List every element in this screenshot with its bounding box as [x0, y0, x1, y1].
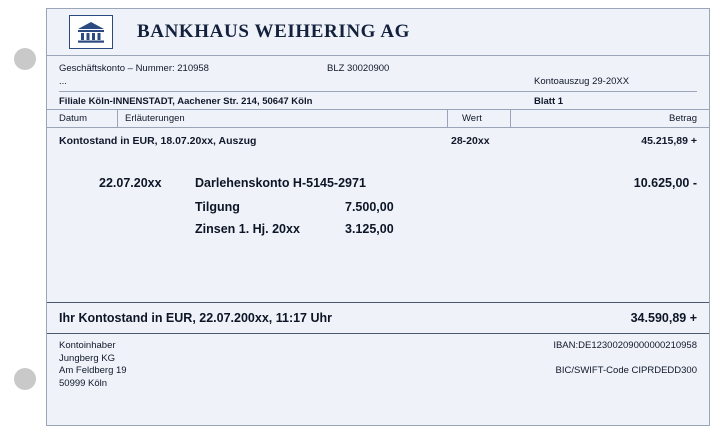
transaction-detail-label-1: Tilgung	[195, 200, 240, 214]
bank-building-icon	[69, 15, 113, 49]
statement-number: Kontoauszug 29-20XX	[534, 76, 630, 87]
column-header-betrag: Betrag	[669, 113, 697, 124]
opening-balance-value-date: 28-20xx	[451, 135, 490, 147]
transaction-date: 22.07.20xx	[99, 176, 162, 190]
opening-balance-amount: 45.215,89 +	[641, 135, 697, 147]
branch-address: Filiale Köln-INNENSTADT, Aachener Str. 214, 50647 Köln	[59, 96, 313, 107]
column-divider-2	[447, 110, 448, 127]
account-holder-street: Am Feldberg 19	[59, 365, 127, 376]
iban-value: IBAN:DE12300209000000210958	[553, 340, 697, 351]
column-divider-1	[117, 110, 118, 127]
branch-row	[59, 92, 697, 109]
account-holder-label: Kontoinhaber	[59, 340, 116, 351]
column-header-wert: Wert	[462, 113, 482, 124]
transaction-detail-value-2: 3.125,00	[345, 222, 394, 236]
bank-codes-block	[553, 340, 697, 377]
statement-number-row	[59, 75, 697, 88]
column-header-erlauterungen: Erläuterungen	[125, 113, 185, 124]
account-holder-name: Jungberg KG	[59, 352, 115, 364]
transaction-amount: 10.625,00 -	[633, 176, 697, 190]
column-divider-3	[510, 110, 511, 127]
transaction-detail-value-1: 7.500,00	[345, 200, 394, 214]
account-label: Geschäftskonto – Nummer: 210958	[59, 63, 209, 74]
bank-statement-card	[46, 8, 710, 426]
account-info-block	[47, 56, 709, 109]
statement-header	[47, 9, 709, 56]
opening-balance-label: Kontostand in EUR, 18.07.20xx, Auszug	[59, 135, 257, 147]
punch-hole-top	[14, 48, 36, 70]
account-holder-block	[59, 340, 127, 390]
blz-label: BLZ 30020900	[327, 63, 390, 74]
statement-footer	[47, 334, 709, 394]
table-column-header	[47, 109, 709, 128]
bank-name: BANKHAUS WEIHERING AG	[137, 21, 411, 42]
account-number-row	[59, 62, 697, 75]
column-header-datum: Datum	[59, 113, 87, 124]
transaction-detail-label-2: Zinsen 1. Hj. 20xx	[195, 222, 300, 236]
transaction-title: Darlehenskonto H-5145-2971	[195, 176, 366, 190]
account-holder-city: 50999 Köln	[59, 377, 108, 389]
transaction-row	[47, 152, 709, 302]
closing-balance-label: Ihr Kontostand in EUR, 22.07.200xx, 11:17 Uhr	[59, 311, 333, 325]
closing-balance-row	[47, 302, 709, 334]
punch-hole-bottom	[14, 368, 36, 390]
info-ellipsis: ...	[59, 76, 67, 87]
closing-balance-amount: 34.590,89 +	[630, 311, 697, 325]
bic-value: BIC/SWIFT-Code CIPRDEDD300	[555, 364, 697, 376]
sheet-number: Blatt 1	[534, 96, 564, 107]
opening-balance-row	[47, 128, 709, 152]
